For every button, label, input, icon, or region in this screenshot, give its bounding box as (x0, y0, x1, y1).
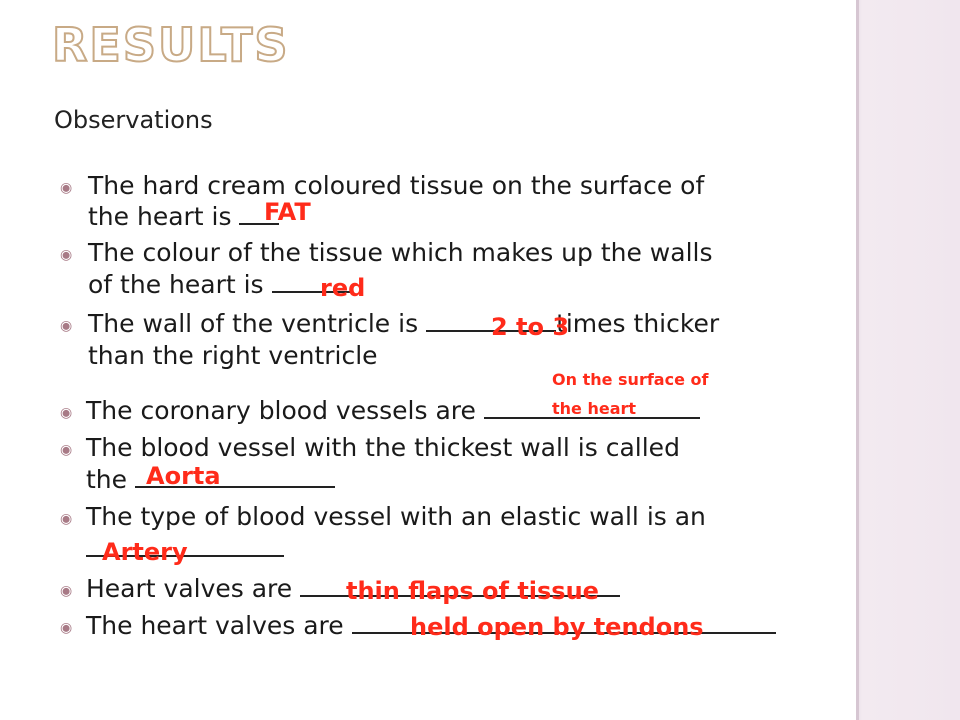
item-text: The type of blood vessel with an elastic wall is an (86, 502, 706, 531)
slide-title: RESULTS (52, 18, 290, 72)
bullet-icon: ◉ (60, 583, 73, 599)
item-text (88, 308, 719, 340)
answer-text: red (320, 274, 366, 302)
answer-text: On the surface of (552, 370, 709, 389)
bullet-icon: ◉ (60, 511, 73, 527)
answer-text: Artery (102, 538, 188, 566)
observations-heading: Observations (54, 106, 213, 134)
bullet-icon: ◉ (60, 620, 73, 636)
answer-text: the heart (552, 399, 637, 418)
item-text: The colour of the tissue which makes up the walls (88, 238, 713, 267)
item-text-line: The coronary blood vessels are (86, 396, 476, 425)
answer-text: Aorta (146, 462, 221, 490)
item-text-line: the (86, 465, 128, 494)
answer-text: held open by tendons (410, 613, 704, 641)
bullet-icon: ◉ (60, 318, 73, 334)
answer-text: FAT (264, 198, 311, 226)
item-text: The hard cream coloured tissue on the surface of (88, 171, 705, 200)
item-text-cont: than the right ventricle (88, 341, 378, 370)
decorative-sidebar (856, 0, 960, 720)
item-text-line: Heart valves are (86, 574, 293, 603)
item-text-cont (88, 201, 279, 233)
item-text-cont (88, 269, 352, 301)
item-text-line: times thicker (556, 309, 720, 338)
item-text-line: The heart valves are (86, 611, 344, 640)
bullet-icon: ◉ (60, 405, 73, 421)
item-text: The blood vessel with the thickest wall is called (86, 433, 680, 462)
item-text-line: of the heart is (88, 270, 264, 299)
bullet-icon: ◉ (60, 442, 73, 458)
bullet-icon: ◉ (60, 247, 73, 263)
sidebar-divider (856, 0, 859, 720)
answer-text: 2 to 3 (491, 313, 570, 341)
item-text-line: the heart is (88, 202, 232, 231)
item-text-line: The wall of the ventricle is (88, 309, 419, 338)
answer-text: thin flaps of tissue (346, 577, 599, 605)
bullet-icon: ◉ (60, 180, 73, 196)
